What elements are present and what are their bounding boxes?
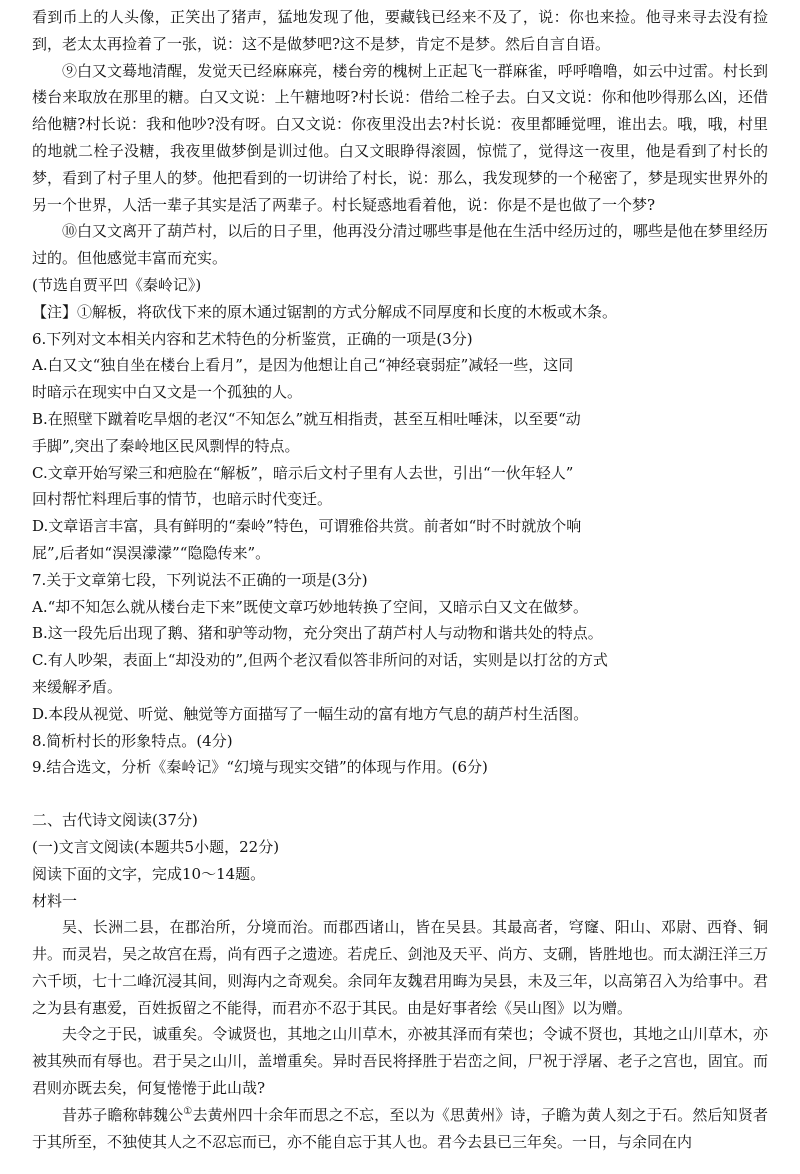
question-7-option-c: C.有人吵架，表面上“却没劝的”,但两个老汉看似答非所问的对话，实则是以打岔的方式	[32, 651, 608, 670]
story-paragraph-10: ⑩白又文离开了葫芦村，以后的日子里，他再没分清过哪些事是他在生活中经历过的，哪些是他在梦里经历过的。但他感觉丰富而充实。	[32, 222, 768, 268]
question-6-option-d: D.文章语言丰富，具有鲜明的“秦岭”特色，可谓雅俗共赏。前者如“时不时就放个响	[32, 517, 582, 536]
material-1-paragraph-3-start: 昔苏子瞻称韩魏公	[62, 1105, 184, 1124]
question-6-option-d-cont: 屁”,后者如“淏淏濛濛”“隐隐传来”。	[32, 543, 271, 562]
question-7-option-c-cont: 来缓解矛盾。	[32, 677, 123, 696]
question-6-option-a: A.白又文“独自坐在楼台上看月”，是因为他想让自己“神经衰弱症”减轻一些，这同	[32, 356, 574, 375]
question-7: 7.关于文章第七段，下列说法不正确的一项是(3分)	[32, 570, 368, 589]
section-2-instruction: 阅读下面的文字，完成10～14题。	[32, 864, 266, 883]
section-2-heading: 二、古代诗文阅读(37分)	[32, 811, 198, 830]
question-6-option-a-cont: 时暗示在现实中白又文是一个孤独的人。	[32, 383, 303, 402]
question-6: 6.下列对文本相关内容和艺术特色的分析鉴赏，正确的一项是(3分)	[32, 329, 473, 348]
story-note: 【注】①解板，将砍伐下来的原木通过锯割的方式分解成不同厚度和长度的木板或木条。	[32, 302, 618, 321]
material-1-paragraph-1: 吴、长洲二县，在郡治所，分境而治。而郡西诸山，皆在吴县。其最高者，穹窿、阳山、邓尉、西脊、铜井。而灵岩，吴之故宫在焉，尚有西子之遗迹。若虎丘、剑池及天平、尚方、支硎，皆胜地也。而太湖汪洋三万六千顷，七十二峰沉浸其间，则海内之奇观矣。余同年友魏君用晦为吴县，未及三年，以高第召入为给事中。君之为县有惠爱，百姓扳留之不能得，而君亦不忍于其民。由是好事者绘《吴山图》以为赠。	[32, 918, 768, 1017]
question-6-option-c: C.文章开始写梁三和疤脸在“解板”，暗示后文村子里有人去世，引出“一伙年轻人”	[32, 463, 574, 482]
question-7-option-a: A.“却不知怎么就从楼台走下来”既使文章巧妙地转换了空间，又暗示白又文在做梦。	[32, 597, 588, 616]
question-6-option-b: B.在照壁下蹴着吃旱烟的老汉“不知怎么”就互相指责，甚至互相吐唾沫，以至要“动	[32, 409, 581, 428]
question-6-option-b-cont: 手脚”,突出了秦岭地区民风剽悍的特点。	[32, 436, 300, 455]
section-2-subheading: (一)文言文阅读(本题共5小题，22分)	[32, 837, 280, 856]
material-1-paragraph-2: 夫令之于民，诚重矣。令诚贤也，其地之山川草木，亦被其泽而有荣也；令诚不贤也，其地之山川草木，亦被其殃而有辱也。君于吴之山川，盖增重矣。异时吾民将择胜于岩峦之间，尸祝于浮屠、老子之宫也，固宜。而君则亦既去矣，何复惓惓于此山哉?	[32, 1025, 768, 1098]
question-7-option-b: B.这一段先后出现了鹅、猪和驴等动物，充分突出了葫芦村人与动物和谐共处的特点。	[32, 624, 603, 643]
story-paragraph-9: ⑨白又文蓦地清醒，发觉天已经麻麻亮，楼台旁的槐树上正起飞一群麻雀，呼呼噜噜，如云中过雷。村长到楼台来取放在那里的糖。白又文说：上午糖地呀?村长说：借给二栓子去。白又文说：你和他吵得那么凶，还借给他糖?村长说：我和他吵?没有呀。白又文说：你夜里没出去?村长说：夜里都睡觉哩，谁出去。哦，哦，村里的地就二栓子没糖，我夜里做梦倒是训过他。白又文眼睁得滚圆，惊慌了，觉得这一夜里，他是看到了村长的梦，看到了村子里人的梦。他把看到的一切讲给了村长，说：那么，我发现梦的一个秘密了，梦是现实世界外的另一个世界，人活一辈子其实是活了两辈子。村长疑惑地看着他，说：你是不是也做了一个梦?	[32, 61, 768, 214]
material-label: 材料一	[32, 891, 78, 910]
story-paragraph-continued: 看到币上的人头像，正笑出了猪声，猛地发现了他，要藏钱已经来不及了，说：你也来捡。他寻来寻去没有捡到，老太太再捡着了一张，说：这不是做梦吧?这不是梦，肯定不是梦。然后自言自语。	[32, 8, 768, 53]
question-9: 9.结合选文，分析《秦岭记》“幻境与现实交错”的体现与作用。(6分)	[32, 758, 488, 777]
material-1-paragraph-3	[32, 1102, 768, 1156]
material-1-paragraph-3-rest: 去黄州四十余年而思之不忘，至以为《思黄州》诗，子瞻为黄人刻之于石。然后知贤者于其所至，不独使其人之不忍忘而已，亦不能自忘于其人也。君今去县已三年矣。一日，与余同在内	[32, 1105, 768, 1151]
story-source: (节选自贾平凹《秦岭记》)	[32, 275, 202, 294]
footnote-marker: ①	[183, 1105, 193, 1117]
question-8: 8.简析村长的形象特点。(4分)	[32, 731, 233, 750]
section-spacer	[32, 781, 768, 807]
question-7-option-d: D.本段从视觉、听觉、触觉等方面描写了一幅生动的富有地方气息的葫芦村生活图。	[32, 704, 589, 723]
question-6-option-c-cont: 回村帮忙料理后事的情节，也暗示时代变迁。	[32, 490, 333, 509]
